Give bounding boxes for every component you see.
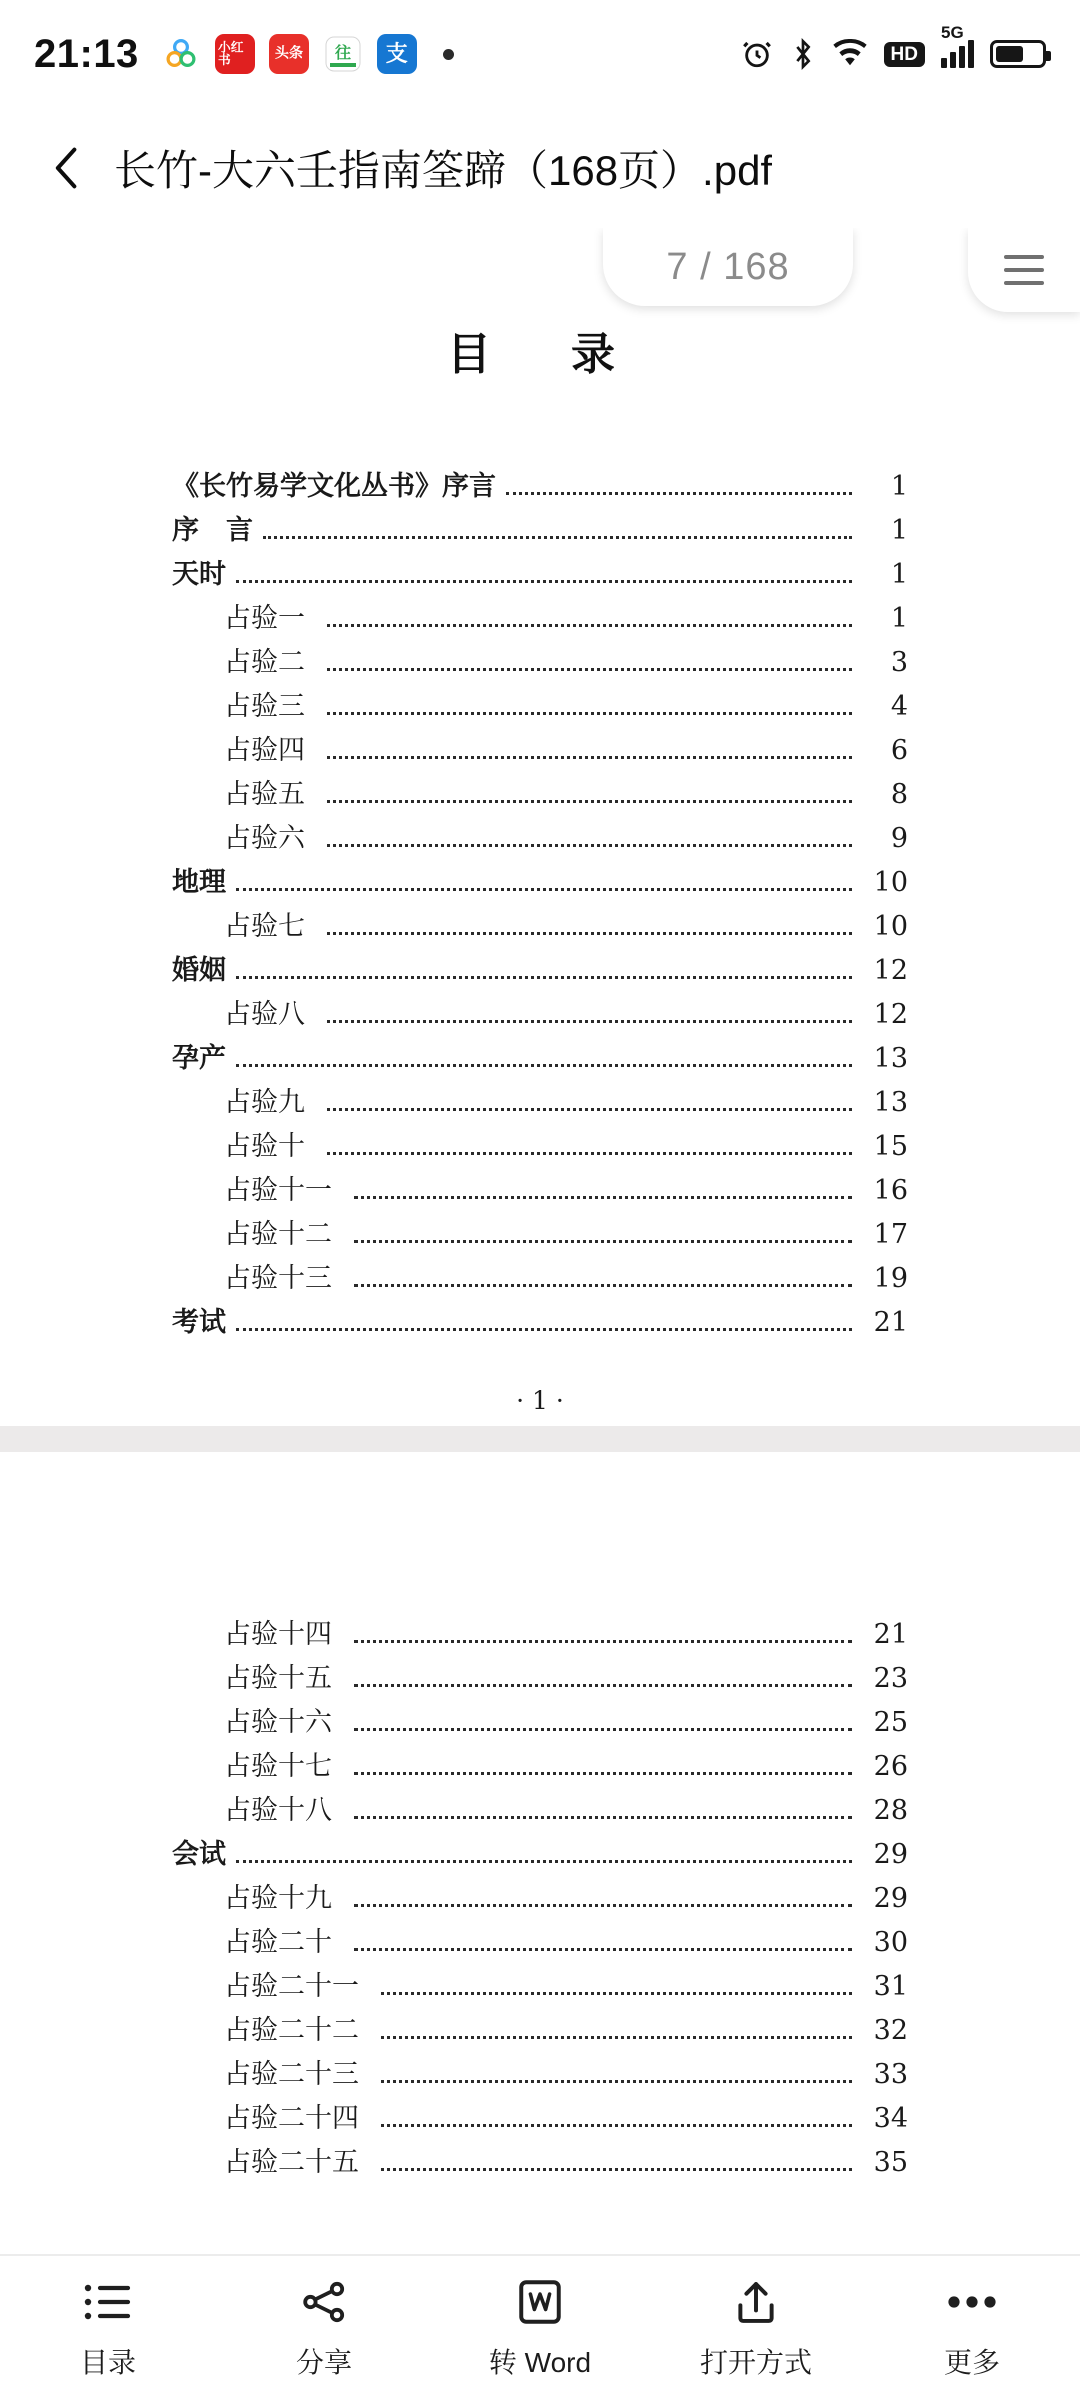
toc-entry[interactable] [172,508,908,552]
toc-entry-page: 19 [873,1263,908,1294]
toc-leader [381,2036,852,2039]
toolbar-item-more[interactable] [864,2275,1080,2381]
toc-entry-label: 占验八 [224,999,305,1030]
toc-entry-page: 31 [873,1971,908,2002]
toc-entry-page: 33 [873,2059,908,2090]
toc-entry[interactable] [172,464,908,508]
toc-entry-label: 占验十九 [224,1883,332,1914]
toc-leader [236,888,852,891]
toc-leader [263,536,852,539]
page-number-footer: · 1 · [516,1386,564,1415]
toc-entry-page: 4 [890,691,908,722]
signal-bars-icon [941,40,974,68]
toc-entry[interactable] [172,1656,908,1700]
toc-entry[interactable] [172,1036,908,1080]
toc-entry-page: 13 [873,1087,908,1118]
toc-entry[interactable] [172,728,908,772]
toc-entry-page: 10 [873,911,908,942]
alipay-icon [377,34,417,74]
toc-entry[interactable] [172,1832,908,1876]
toc-entry[interactable] [172,640,908,684]
toc-entry[interactable] [172,2052,908,2096]
toutiao-icon [269,34,309,74]
toolbar-label-more: 更多 [943,2347,1000,2378]
list-icon [82,2275,134,2329]
toc-entry-label: 《长竹易学文化丛书》序言 [172,471,496,502]
toc-entry-label: 占验二 [224,647,305,678]
toc-entry-label: 占验十五 [224,1663,332,1694]
page-separator [0,1426,1080,1452]
toolbar-item-share[interactable] [216,2275,432,2381]
toc-entry-page: 6 [890,735,908,766]
toc-entry[interactable] [172,992,908,1036]
toc-leader [354,1948,852,1951]
toc-entry-label: 占验十二 [224,1219,332,1250]
toc-list-page2 [0,1612,1080,2184]
toc-entry-page: 12 [873,955,908,986]
svg-text:往: 往 [334,43,351,62]
page-title: 长竹-大六壬指南筌蹄（168页）.pdf [114,147,773,194]
toc-entry-page: 8 [890,779,908,810]
toc-leader [327,1152,852,1155]
status-time: 21:13 [34,31,139,76]
toc-entry-page: 26 [873,1751,908,1782]
battery-icon [990,40,1046,68]
toc-entry[interactable] [172,1788,908,1832]
zhihu-like-icon [161,34,201,74]
toc-entry-page: 34 [873,2103,908,2134]
toc-entry[interactable] [172,1700,908,1744]
bottom-toolbar [0,2254,1080,2400]
toc-entry-label: 占验七 [224,911,305,942]
toc-entry-label: 会试 [172,1839,226,1870]
toc-entry[interactable] [172,948,908,992]
status-bar [0,0,1080,108]
toc-entry-label: 占验二十 [224,1927,332,1958]
title-bar [0,108,1080,228]
toc-leader [354,1904,852,1907]
toc-entry-label: 占验十 [224,1131,305,1162]
wifi-icon [832,39,868,69]
toc-entry-page: 29 [873,1883,908,1914]
toc-entry-page: 30 [873,1927,908,1958]
page-indicator: 7 / 168 [603,228,853,306]
toc-leader [354,1684,852,1687]
toc-entry[interactable] [172,1124,908,1168]
network-label: 5G [941,23,964,42]
toc-leader [327,932,852,935]
toc-entry-page: 21 [873,1619,908,1650]
pdf-page-1 [0,228,1080,1426]
toc-entry-label: 占验三 [224,691,305,722]
toc-entry[interactable] [172,772,908,816]
toc-entry[interactable] [172,1964,908,2008]
toc-entry[interactable] [172,2096,908,2140]
status-dot-icon [443,49,454,60]
toc-entry[interactable] [172,1300,908,1344]
toolbar-label-open-with: 打开方式 [699,2347,812,2378]
toc-entry-label: 占验二十三 [224,2059,359,2090]
toc-entry-page: 29 [873,1839,908,1870]
toutiao-label: 头条 [274,46,303,62]
toc-entry-page: 1 [890,603,908,634]
share-icon [298,2275,350,2329]
toc-leader [327,668,852,671]
toc-entry-page: 28 [873,1795,908,1826]
pdf-document-viewport[interactable] [0,228,1080,2254]
alarm-icon [740,37,774,71]
bluetooth-icon [790,37,816,71]
toc-leader [236,1860,852,1863]
toc-entry-label: 占验二十二 [224,2015,359,2046]
toc-leader [381,2124,852,2127]
toc-entry-page: 32 [873,2015,908,2046]
toc-entry[interactable] [172,1168,908,1212]
toc-entry-label: 考试 [172,1307,226,1338]
hd-icon: HD [884,42,925,67]
toc-list-page1 [0,464,1080,1344]
toc-entry[interactable] [172,816,908,860]
toolbar-item-toc[interactable] [0,2275,216,2381]
toc-leader [236,1328,852,1331]
toc-entry[interactable] [172,1920,908,1964]
toc-entry-page: 15 [873,1131,908,1162]
open-with-icon [731,2275,781,2329]
toc-entry-page: 9 [890,823,908,854]
toc-entry-label: 占验十四 [224,1619,332,1650]
toc-entry[interactable] [172,904,908,948]
back-button[interactable] [34,135,100,201]
toc-heading: 目 录 [447,329,633,380]
toc-leader [327,624,852,627]
toolbar-label-share: 分享 [295,2347,352,2378]
toc-leader [327,712,852,715]
toc-leader [354,1196,852,1199]
toc-entry-label: 占验十一 [224,1175,332,1206]
toc-entry-label: 占验二十四 [224,2103,359,2134]
toc-entry-label: 序 言 [172,515,253,546]
toc-leader [354,1284,852,1287]
toc-leader [354,1772,852,1775]
toc-entry-page: 1 [890,559,908,590]
toc-leader [354,1240,852,1243]
xiaohongshu-label: 小红书 [217,40,244,68]
toc-entry[interactable] [172,860,908,904]
toc-entry-page: 25 [873,1707,908,1738]
toc-leader [236,976,852,979]
toc-entry-page: 23 [873,1663,908,1694]
toolbar-label-toc: 目录 [79,2347,136,2378]
toc-leader [327,1108,852,1111]
toc-leader [327,844,852,847]
toc-entry[interactable] [172,1212,908,1256]
word-icon [515,2275,565,2329]
toc-entry-label: 占验九 [224,1087,305,1118]
toc-leader [236,1064,852,1067]
toc-entry-label: 孕产 [172,1043,226,1074]
toc-entry-page: 35 [873,2147,908,2178]
xiaohongshu-icon [215,34,255,74]
toc-entry-page: 12 [873,999,908,1030]
toc-entry-page: 21 [873,1307,908,1338]
toc-entry-label: 占验一 [224,603,305,634]
toc-entry-label: 占验十八 [224,1795,332,1826]
toc-entry-label: 占验二十一 [224,1971,359,2002]
toc-entry-page: 16 [873,1175,908,1206]
toc-entry-page: 1 [890,471,908,502]
viewer-menu-button[interactable] [968,228,1080,312]
toc-leader [327,756,852,759]
toc-entry-label: 占验二十五 [224,2147,359,2178]
toc-entry-page: 13 [873,1043,908,1074]
hamburger-menu-icon [1004,255,1044,285]
toc-entry-page: 10 [873,867,908,898]
toc-entry[interactable] [172,1256,908,1300]
toc-entry-label: 占验四 [224,735,305,766]
toc-entry[interactable] [172,1080,908,1124]
5g-signal-icon [941,23,974,68]
toc-entry[interactable] [172,552,908,596]
toc-entry[interactable] [172,684,908,728]
toc-entry[interactable] [172,1612,908,1656]
toc-entry-page: 17 [873,1219,908,1250]
toc-entry[interactable] [172,2140,908,2184]
toc-entry-label: 天时 [172,559,226,590]
toc-entry-label: 占验十三 [224,1263,332,1294]
toc-entry-label: 婚姻 [172,955,226,986]
toc-entry[interactable] [172,2008,908,2052]
toolbar-item-open-with[interactable] [648,2275,864,2381]
toc-leader [354,1816,852,1819]
toc-entry-label: 占验六 [224,823,305,854]
more-icon [944,2275,1000,2329]
toc-leader [381,2168,852,2171]
toc-leader [236,580,852,583]
toolbar-item-to-word[interactable] [432,2275,648,2381]
toc-entry-label: 占验十六 [224,1707,332,1738]
toc-leader [354,1728,852,1731]
toc-entry[interactable] [172,1876,908,1920]
toc-leader [354,1640,852,1643]
pdf-page-2 [0,1452,1080,2254]
toc-entry-label: 占验十七 [224,1751,332,1782]
wechat-green-icon [323,34,363,74]
toc-entry-label: 占验五 [224,779,305,810]
toc-entry-page: 3 [890,647,908,678]
alipay-label: 支 [385,41,408,66]
toc-leader [327,800,852,803]
toc-leader [327,1020,852,1023]
toc-entry[interactable] [172,1744,908,1788]
status-right-icons [740,23,1046,71]
toc-leader [381,2080,852,2083]
toc-entry[interactable] [172,596,908,640]
status-app-icons [161,34,454,74]
toc-entry-page: 1 [890,515,908,546]
toc-leader [381,1992,852,1995]
toolbar-label-to-word: 转 Word [488,2347,592,2378]
toc-leader [506,492,852,495]
toc-entry-label: 地理 [172,867,226,898]
